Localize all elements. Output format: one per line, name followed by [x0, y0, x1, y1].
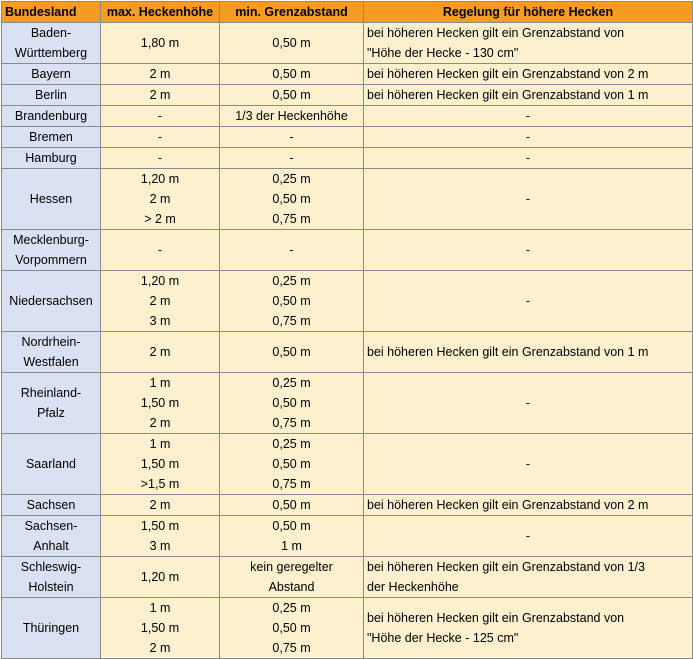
state-text: Bayern — [31, 67, 71, 81]
rule-text: bei höheren Hecken gilt ein Grenzabstand von 2 m — [367, 498, 649, 512]
state-text: Württemberg — [14, 46, 88, 60]
rule-text: bei höheren Hecken gilt ein Grenzabstand von — [367, 26, 625, 40]
state-text: Saarland — [25, 457, 77, 471]
rule-text: bei höheren Hecken gilt ein Grenzabstand von 1 m — [367, 88, 649, 102]
max-height-text: 2 m — [149, 498, 171, 512]
max-height-text: 2 m — [149, 67, 171, 81]
rule-text: - — [525, 529, 531, 543]
header-row — [2, 2, 693, 23]
max-height-cell — [101, 106, 220, 127]
max-height-text: > 2 m — [144, 212, 176, 226]
rule-text: - — [525, 130, 531, 144]
min-distance-cell — [220, 230, 364, 271]
rule-cell — [364, 23, 693, 64]
min-distance-text: 0,50 m — [272, 36, 311, 50]
min-distance-cell — [220, 106, 364, 127]
table-row — [2, 598, 693, 659]
min-distance-text: 0,75 m — [272, 641, 311, 655]
column-header-max-height: max. Heckenhöhe — [101, 2, 220, 23]
max-height-cell — [101, 434, 220, 495]
min-distance-text: 0,25 m — [272, 601, 311, 615]
table-row — [2, 373, 693, 434]
min-distance-text: - — [289, 151, 294, 165]
max-height-cell — [101, 85, 220, 106]
rule-cell — [364, 332, 693, 373]
state-text: Hessen — [29, 192, 73, 206]
min-distance-cell — [220, 495, 364, 516]
min-distance-text: 0,25 m — [272, 437, 311, 451]
min-distance-cell — [220, 271, 364, 332]
min-distance-text: kein geregelter — [250, 560, 333, 574]
max-height-text: 1,50 m — [140, 519, 180, 533]
state-text: Berlin — [35, 88, 67, 102]
min-distance-cell — [220, 516, 364, 557]
min-distance-text: 0,75 m — [272, 416, 311, 430]
state-cell — [2, 127, 101, 148]
max-height-text: 1,50 m — [140, 457, 180, 471]
state-text: Niedersachsen — [9, 294, 93, 308]
min-distance-cell — [220, 332, 364, 373]
max-height-text: 1,50 m — [140, 621, 180, 635]
state-text: Rheinland- — [20, 386, 82, 400]
rule-cell — [364, 271, 693, 332]
max-height-cell — [101, 230, 220, 271]
rule-cell — [364, 85, 693, 106]
table-row — [2, 495, 693, 516]
min-distance-text: 0,75 m — [272, 314, 311, 328]
max-height-cell — [101, 169, 220, 230]
state-cell — [2, 230, 101, 271]
min-distance-text: - — [289, 243, 294, 257]
state-text: Mecklenburg- — [13, 233, 89, 247]
min-distance-cell — [220, 23, 364, 64]
state-cell — [2, 148, 101, 169]
min-distance-text: 0,50 m — [272, 345, 311, 359]
max-height-text: - — [157, 130, 163, 144]
min-distance-text: 0,25 m — [272, 172, 311, 186]
rule-cell — [364, 598, 693, 659]
state-text: Hamburg — [25, 151, 77, 165]
min-distance-text: 0,50 m — [272, 67, 311, 81]
table-row — [2, 106, 693, 127]
rule-text: - — [525, 457, 531, 471]
min-distance-text: 0,50 m — [272, 621, 311, 635]
min-distance-text: 0,50 m — [272, 396, 311, 410]
table-row — [2, 434, 693, 495]
rule-text: - — [525, 151, 531, 165]
state-text: Holstein — [28, 580, 74, 594]
rule-cell — [364, 148, 693, 169]
table-row — [2, 85, 693, 106]
max-height-text: 2 m — [149, 345, 171, 359]
state-cell — [2, 169, 101, 230]
min-distance-text: 0,50 m — [272, 88, 311, 102]
min-distance-text: - — [289, 130, 294, 144]
state-cell — [2, 373, 101, 434]
state-cell — [2, 23, 101, 64]
state-text: Bremen — [29, 130, 73, 144]
state-text: Vorpommern — [15, 253, 87, 267]
max-height-cell — [101, 64, 220, 85]
rule-text: bei höheren Hecken gilt ein Grenzabstand von — [367, 611, 625, 625]
min-distance-text: 0,25 m — [272, 376, 311, 390]
table-row — [2, 127, 693, 148]
min-distance-cell — [220, 169, 364, 230]
rule-cell — [364, 106, 693, 127]
max-height-text: >1,5 m — [140, 477, 180, 491]
min-distance-text: 1/3 der Heckenhöhe — [235, 109, 348, 123]
table-row — [2, 271, 693, 332]
state-text: Thüringen — [22, 621, 80, 635]
max-height-cell — [101, 516, 220, 557]
rule-text: - — [525, 396, 531, 410]
min-distance-cell — [220, 598, 364, 659]
max-height-text: 1 m — [149, 376, 171, 390]
min-distance-text: 0,75 m — [272, 477, 311, 491]
rule-text: - — [525, 109, 531, 123]
rule-text: bei höheren Hecken gilt ein Grenzabstand von 1 m — [367, 345, 649, 359]
max-height-cell — [101, 127, 220, 148]
min-distance-cell — [220, 85, 364, 106]
max-height-cell — [101, 148, 220, 169]
max-height-cell — [101, 332, 220, 373]
max-height-cell — [101, 271, 220, 332]
min-distance-text: 0,75 m — [272, 212, 311, 226]
rule-cell — [364, 434, 693, 495]
max-height-text: - — [157, 151, 163, 165]
max-height-cell — [101, 23, 220, 64]
rule-text: - — [525, 243, 531, 257]
min-distance-cell — [220, 557, 364, 598]
max-height-text: 2 m — [149, 641, 171, 655]
rule-text: - — [525, 294, 531, 308]
state-cell — [2, 271, 101, 332]
state-text: Sachsen — [26, 498, 76, 512]
rule-cell — [364, 495, 693, 516]
rule-cell — [364, 64, 693, 85]
rule-cell — [364, 373, 693, 434]
min-distance-cell — [220, 64, 364, 85]
max-height-text: 1,80 m — [140, 36, 180, 50]
state-text: Baden- — [30, 26, 72, 40]
column-header-bundesland: Bundesland — [2, 2, 101, 23]
min-distance-text: 0,50 m — [272, 519, 311, 533]
rule-cell — [364, 230, 693, 271]
state-text: Anhalt — [33, 539, 69, 553]
max-height-text: - — [157, 243, 163, 257]
state-cell — [2, 332, 101, 373]
column-header-rule: Regelung für höhere Hecken — [364, 2, 693, 23]
rule-text: "Höhe der Hecke - 125 cm" — [367, 631, 519, 645]
min-distance-text: 0,50 m — [272, 498, 311, 512]
max-height-cell — [101, 373, 220, 434]
table-row — [2, 332, 693, 373]
max-height-text: 3 m — [149, 539, 171, 553]
min-distance-text: 0,50 m — [272, 294, 311, 308]
max-height-text: - — [157, 109, 163, 123]
state-text: Pfalz — [37, 406, 65, 420]
hedge-regulation-table — [1, 1, 693, 659]
rule-text: - — [525, 192, 531, 206]
max-height-text: 2 m — [149, 88, 171, 102]
min-distance-cell — [220, 127, 364, 148]
max-height-text: 1,20 m — [140, 172, 180, 186]
max-height-text: 1 m — [149, 601, 171, 615]
max-height-text: 2 m — [149, 294, 171, 308]
column-header-min-distance: min. Grenzabstand — [220, 2, 364, 23]
rule-text: bei höheren Hecken gilt ein Grenzabstand von 1/3 — [367, 560, 645, 574]
state-cell — [2, 516, 101, 557]
min-distance-text: 1 m — [281, 539, 302, 553]
table-row — [2, 230, 693, 271]
rule-text: "Höhe der Hecke - 130 cm" — [367, 46, 519, 60]
min-distance-cell — [220, 373, 364, 434]
state-cell — [2, 85, 101, 106]
table-row — [2, 23, 693, 64]
max-height-cell — [101, 557, 220, 598]
table-row — [2, 516, 693, 557]
state-cell — [2, 64, 101, 85]
max-height-text: 2 m — [149, 192, 171, 206]
min-distance-cell — [220, 434, 364, 495]
state-text: Sachsen- — [24, 519, 78, 533]
rule-cell — [364, 127, 693, 148]
min-distance-text: 0,50 m — [272, 192, 311, 206]
max-height-text: 3 m — [149, 314, 171, 328]
rule-text: bei höheren Hecken gilt ein Grenzabstand von 2 m — [367, 67, 649, 81]
table-row — [2, 148, 693, 169]
table-row — [2, 169, 693, 230]
rule-text: der Heckenhöhe — [367, 580, 459, 594]
max-height-text: 2 m — [149, 416, 171, 430]
table-body — [2, 23, 693, 659]
max-height-cell — [101, 495, 220, 516]
table-row — [2, 64, 693, 85]
rule-cell — [364, 516, 693, 557]
state-text: Schleswig- — [20, 560, 82, 574]
max-height-text: 1,20 m — [140, 570, 180, 584]
max-height-text: 1,50 m — [140, 396, 180, 410]
state-text: Westfalen — [23, 355, 79, 369]
rule-cell — [364, 557, 693, 598]
min-distance-cell — [220, 148, 364, 169]
min-distance-text: 0,25 m — [272, 274, 311, 288]
state-cell — [2, 557, 101, 598]
min-distance-text: Abstand — [268, 580, 315, 594]
table-row — [2, 557, 693, 598]
state-cell — [2, 598, 101, 659]
max-height-cell — [101, 598, 220, 659]
max-height-text: 1 m — [149, 437, 171, 451]
rule-cell — [364, 169, 693, 230]
state-text: Brandenburg — [14, 109, 88, 123]
state-cell — [2, 495, 101, 516]
state-cell — [2, 434, 101, 495]
max-height-text: 1,20 m — [140, 274, 180, 288]
min-distance-text: 0,50 m — [272, 457, 311, 471]
state-cell — [2, 106, 101, 127]
state-text: Nordrhein- — [21, 335, 81, 349]
